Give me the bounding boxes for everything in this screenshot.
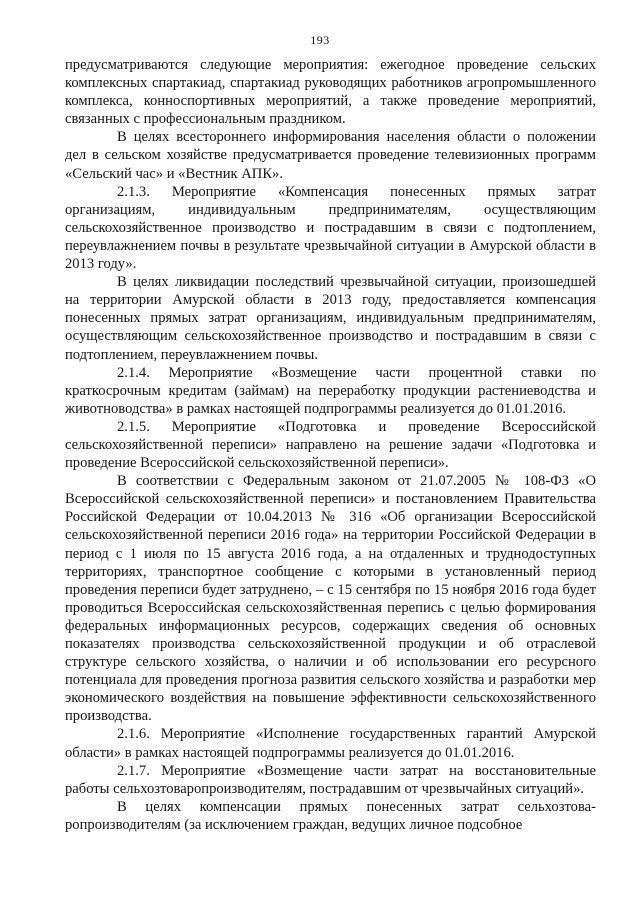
- page-number: 193: [310, 33, 330, 47]
- paragraph-tv-programs: В целях всестороннего информирования населения области о положении дел в сельском хозяйстве предусматривается проведение телевизионных программ «Сельский час» и «Вестник АПК».: [65, 129, 596, 182]
- paragraph-measure-2-1-7: 2.1.7. Мероприятие «Возмещение части затрат на восстановительные работы сельхозтоваропроизводителям, пострадавшим от чрезвычайных ситуаций».: [65, 762, 596, 797]
- body-text: [65, 56, 596, 834]
- paragraph-events-continuation: предусматриваются следующие мероприятия: ежегодное проведение сельских комплексных спартакиад, спартакиад руководящих работников агропромышленного комплекса, конноспортивных мероприятий, а также проведение мероприятий, связанных с профессиональным праздником.: [65, 57, 596, 128]
- paragraph-measure-2-1-4: 2.1.4. Мероприятие «Возмещение части процентной ставки по краткосрочным кредитам (займам) на переработку продукции растениеводства и животноводства» в рамках настоящей подпрограммы реализуется до 01.01.2016.: [65, 364, 596, 417]
- paragraph-compensation-start: В целях компенсации прямых понесенных затрат сельхозтова-ропроизводителям (за исключением граждан, ведущих личное подсобное: [65, 798, 596, 833]
- paragraph-measure-2-1-5: 2.1.5. Мероприятие «Подготовка и проведение Всероссийской сельскохозяйственной переписи» направлено на решение задачи «Подготовка и проведение Всероссийской сельскохозяйственной переписи».: [65, 418, 596, 472]
- paragraph-measure-2-1-6: 2.1.6. Мероприятие «Исполнение государственных гарантий Амурской области» в рамках настоящей подпрограммы реализуется до 01.01.2016.: [65, 726, 596, 761]
- paragraph-census-law: В соответствии с Федеральным законом от 21.07.2005 № 108-ФЗ «О Всероссийской сельскохозяйственной переписи» и постановлением Правительства Российской Федерации от 10.04.2013 № 316 «Об организации Всероссийской сельскохозяйственной переписи 2016 года» на территории Российской Федерации в период с 1 июля по 15 августа 2016 года, а на отдаленных и труднодоступных территориях, транспортное сообщение с которыми в установленный период проведения переписи будет затруднено, – с 15 сентября по 15 ноября 2016 года будет проводиться Всероссийская сельскохозяйственная перепись с целью формирования федеральных информационных ресурсов, содержащих сведения об основных показателях производства сельскохозяйственной продукции и об отраслевой структуре сельского хозяйства, о наличии и об использовании его ресурсного потенциала для проведения прогноза развития сельского хозяйства и разработки мер экономического воздействия на повышение эффективности сельскохозяйственного производства.: [65, 473, 596, 725]
- paragraph-measure-2-1-3: 2.1.3. Мероприятие «Компенсация понесенных прямых затрат организациям, индивидуальным предпринимателям, осуществляющим сельскохозяйственное производство и пострадавшим в связи с подтоплением, переувлажнением почвы в результате чрезвычайной ситуации в Амурской области в 2013 году».: [65, 183, 596, 273]
- paragraph-emergency-compensation: В целях ликвидации последствий чрезвычайной ситуации, произошедшей на территории Амурской области в 2013 году, предоставляется компенсация понесенных прямых затрат организациям, индивидуальным предпринимателям, осуществляющим сельскохозяйственное производство и пострадавшим в связи с подтоплением, переувлажнением почвы.: [65, 274, 596, 363]
